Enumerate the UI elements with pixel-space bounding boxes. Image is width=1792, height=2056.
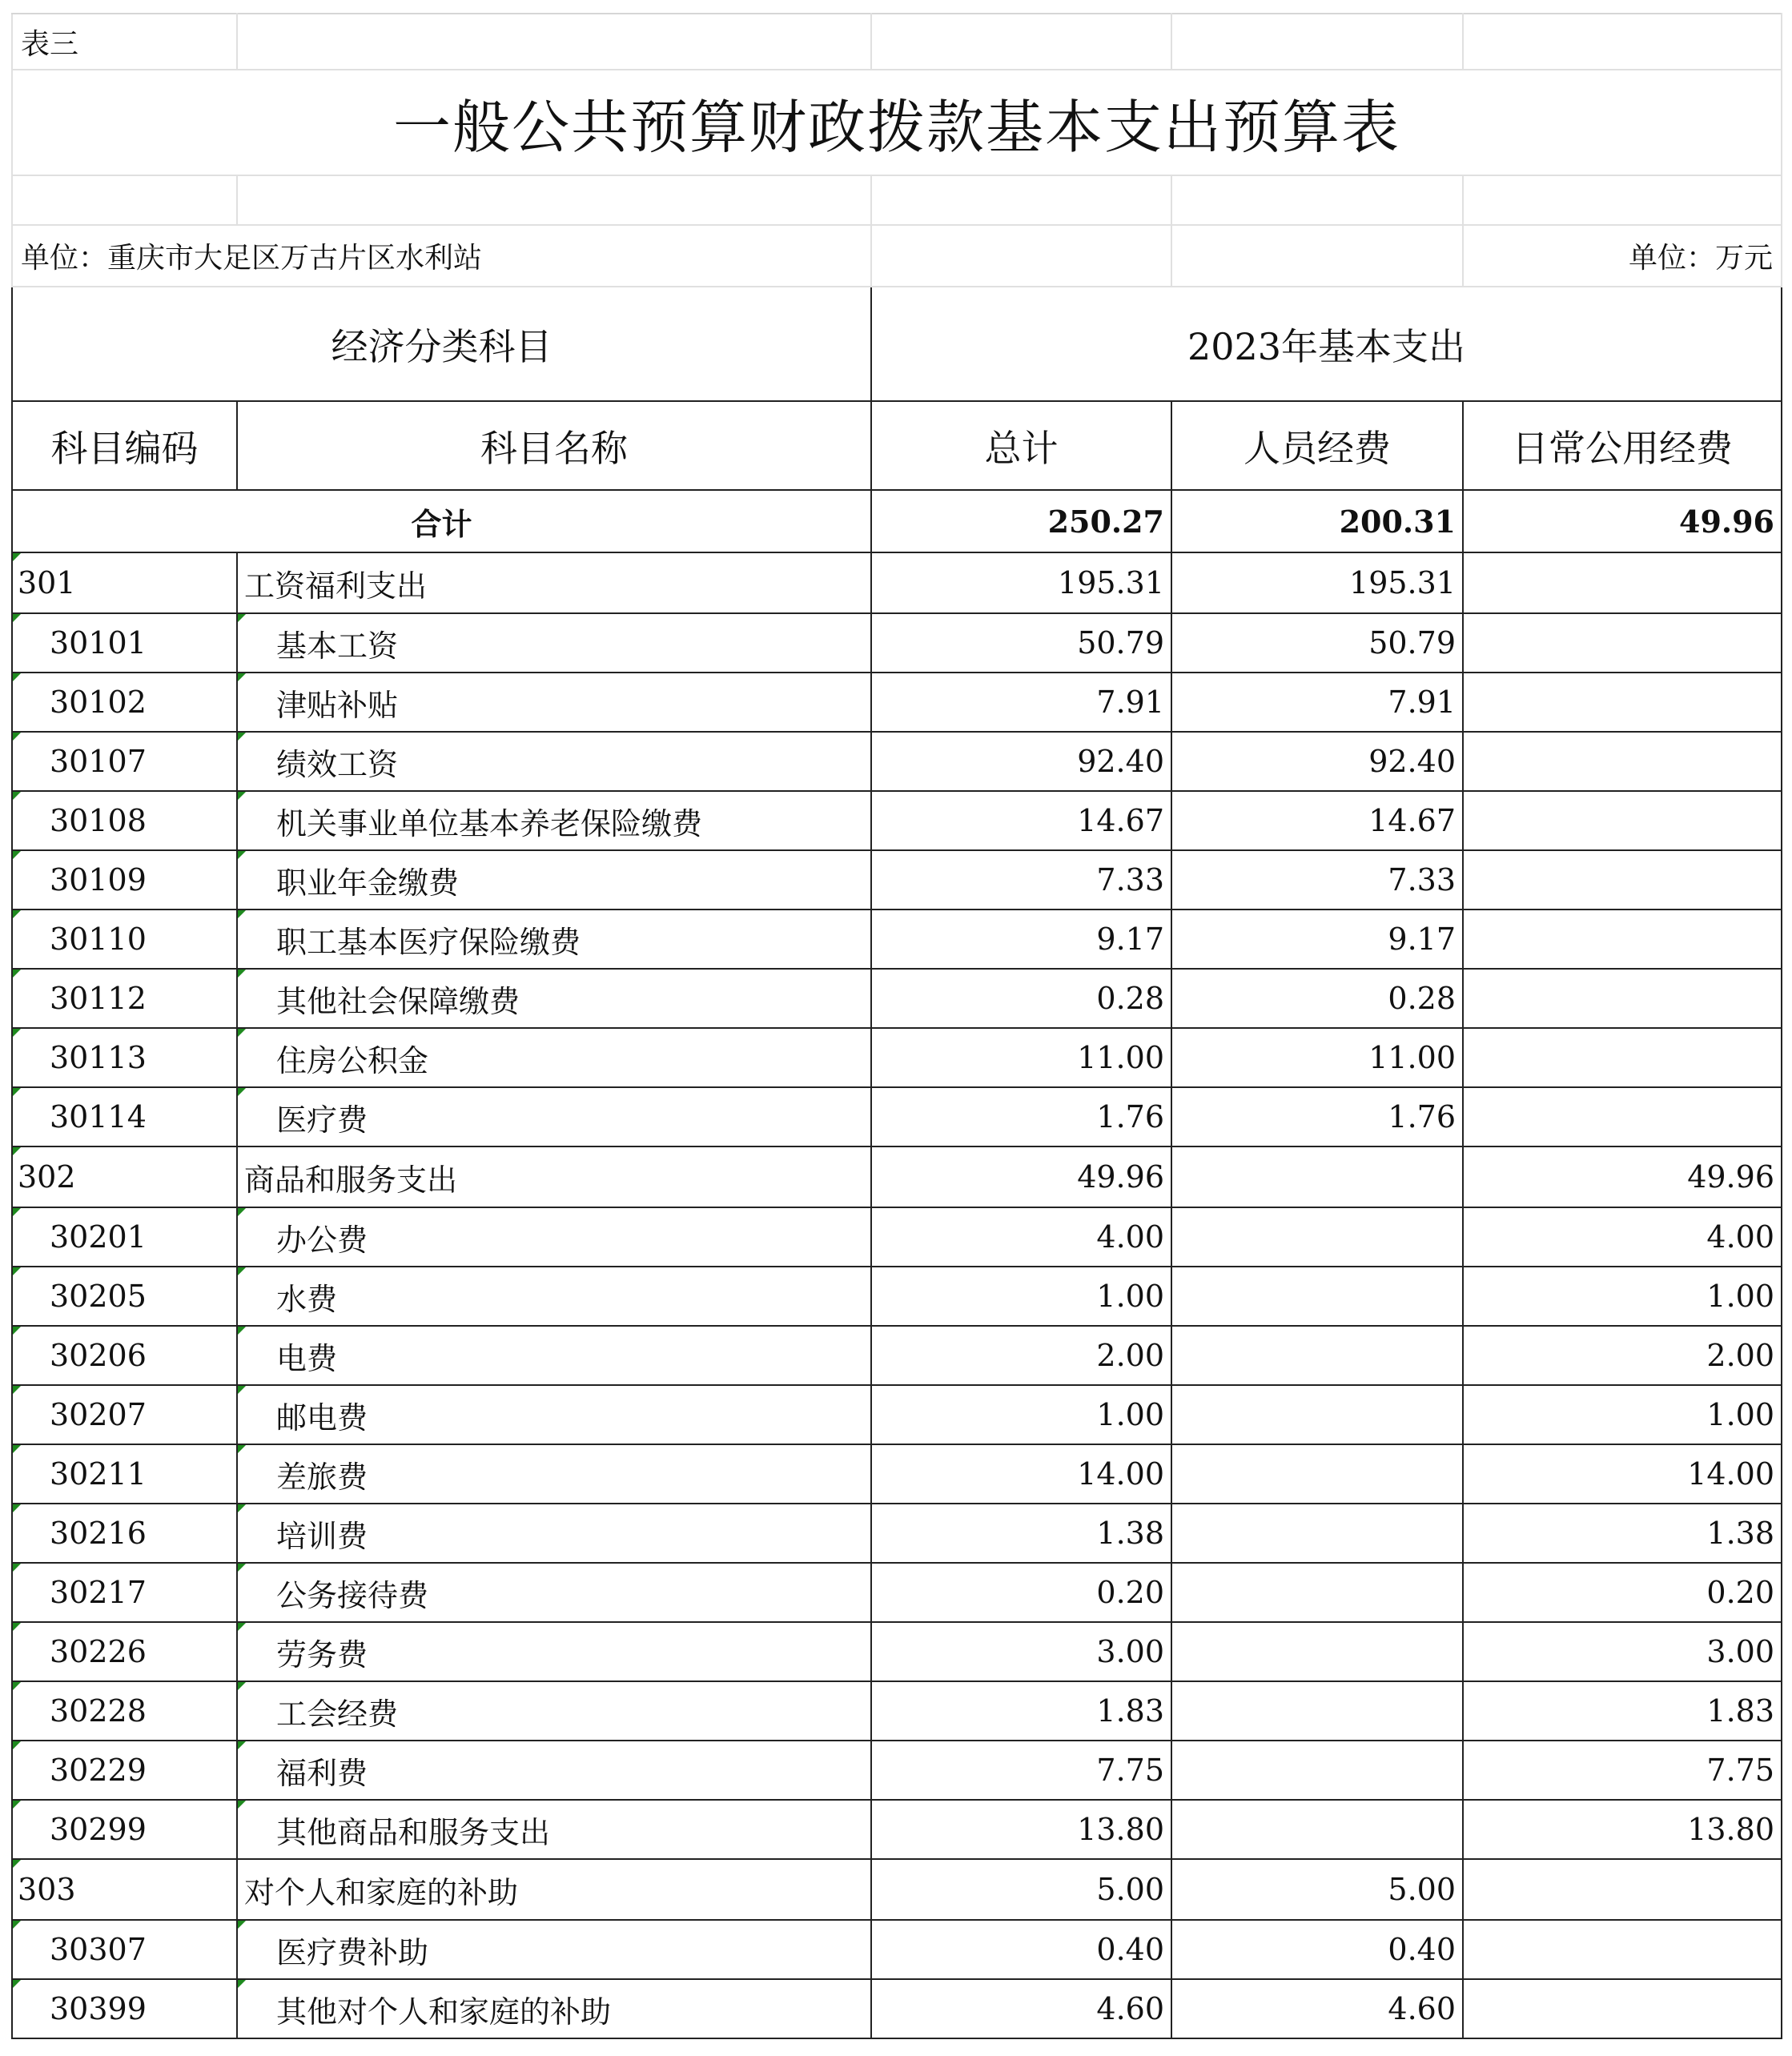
row-personnel: 9.17 bbox=[1171, 910, 1463, 969]
row-name: 其他商品和服务支出 bbox=[237, 1800, 871, 1859]
row-name: 医疗费补助 bbox=[237, 1920, 871, 1979]
header-personnel: 人员经费 bbox=[1171, 401, 1463, 490]
row-personnel bbox=[1171, 1146, 1463, 1207]
row-personnel: 0.40 bbox=[1171, 1920, 1463, 1979]
total-personnel: 200.31 bbox=[1171, 490, 1463, 552]
row-name: 职业年金缴费 bbox=[237, 850, 871, 910]
row-name: 电费 bbox=[237, 1326, 871, 1385]
row-total: 7.75 bbox=[871, 1741, 1171, 1800]
row-name: 公务接待费 bbox=[237, 1563, 871, 1622]
row-personnel: 5.00 bbox=[1171, 1859, 1463, 1920]
row-name: 基本工资 bbox=[237, 613, 871, 673]
row-total: 7.91 bbox=[871, 673, 1171, 732]
row-total: 3.00 bbox=[871, 1622, 1171, 1681]
row-public bbox=[1463, 732, 1782, 791]
row-total: 1.76 bbox=[871, 1087, 1171, 1146]
row-personnel bbox=[1171, 1800, 1463, 1859]
table-row bbox=[12, 910, 1782, 969]
row-public bbox=[1463, 673, 1782, 732]
row-name: 绩效工资 bbox=[237, 732, 871, 791]
row-personnel: 14.67 bbox=[1171, 791, 1463, 850]
row-total: 0.28 bbox=[871, 969, 1171, 1028]
row-public: 0.20 bbox=[1463, 1563, 1782, 1622]
row-code: 30399 bbox=[12, 1979, 237, 2038]
row-public bbox=[1463, 613, 1782, 673]
total-public: 49.96 bbox=[1463, 490, 1782, 552]
row-name: 差旅费 bbox=[237, 1444, 871, 1504]
row-name: 劳务费 bbox=[237, 1622, 871, 1681]
row-public: 3.00 bbox=[1463, 1622, 1782, 1681]
row-public bbox=[1463, 791, 1782, 850]
table-row bbox=[12, 1979, 1782, 2038]
row-public: 49.96 bbox=[1463, 1146, 1782, 1207]
row-code: 303 bbox=[12, 1859, 237, 1920]
row-total: 0.20 bbox=[871, 1563, 1171, 1622]
header-economic-class: 经济分类科目 bbox=[12, 287, 871, 401]
row-public: 13.80 bbox=[1463, 1800, 1782, 1859]
row-total: 14.00 bbox=[871, 1444, 1171, 1504]
row-total: 195.31 bbox=[871, 552, 1171, 613]
table-row bbox=[12, 1622, 1782, 1681]
row-personnel bbox=[1171, 1326, 1463, 1385]
row-code: 30205 bbox=[12, 1267, 237, 1326]
row-name: 医疗费 bbox=[237, 1087, 871, 1146]
table-row bbox=[12, 1146, 1782, 1207]
row-name: 水费 bbox=[237, 1267, 871, 1326]
table-row bbox=[12, 1444, 1782, 1504]
row-code: 30109 bbox=[12, 850, 237, 910]
row-public bbox=[1463, 1028, 1782, 1087]
row-personnel: 92.40 bbox=[1171, 732, 1463, 791]
row-personnel: 1.76 bbox=[1171, 1087, 1463, 1146]
row-code: 301 bbox=[12, 552, 237, 613]
row-personnel bbox=[1171, 1444, 1463, 1504]
budget-sheet bbox=[11, 13, 1781, 2039]
row-public: 1.38 bbox=[1463, 1504, 1782, 1563]
row-total: 13.80 bbox=[871, 1800, 1171, 1859]
row-personnel bbox=[1171, 1504, 1463, 1563]
table-row bbox=[12, 1920, 1782, 1979]
row-code: 30102 bbox=[12, 673, 237, 732]
table-row bbox=[12, 1385, 1782, 1444]
row-code: 30206 bbox=[12, 1326, 237, 1385]
table-row bbox=[12, 732, 1782, 791]
row-public bbox=[1463, 1087, 1782, 1146]
row-total: 5.00 bbox=[871, 1859, 1171, 1920]
row-public: 1.00 bbox=[1463, 1267, 1782, 1326]
row-total: 49.96 bbox=[871, 1146, 1171, 1207]
header-code: 科目编码 bbox=[12, 401, 237, 490]
total-sum: 250.27 bbox=[871, 490, 1171, 552]
row-name: 职工基本医疗保险缴费 bbox=[237, 910, 871, 969]
row-code: 30110 bbox=[12, 910, 237, 969]
row-personnel: 11.00 bbox=[1171, 1028, 1463, 1087]
row-name: 商品和服务支出 bbox=[237, 1146, 871, 1207]
table-row bbox=[12, 1800, 1782, 1859]
row-name: 办公费 bbox=[237, 1207, 871, 1267]
row-code: 30228 bbox=[12, 1681, 237, 1741]
row-public bbox=[1463, 850, 1782, 910]
total-row bbox=[12, 490, 1782, 552]
row-public: 1.00 bbox=[1463, 1385, 1782, 1444]
page-title: 一般公共预算财政拨款基本支出预算表 bbox=[12, 70, 1782, 175]
row-total: 50.79 bbox=[871, 613, 1171, 673]
header-public: 日常公用经费 bbox=[1463, 401, 1782, 490]
row-total: 2.00 bbox=[871, 1326, 1171, 1385]
header-name: 科目名称 bbox=[237, 401, 871, 490]
row-personnel: 7.91 bbox=[1171, 673, 1463, 732]
row-total: 11.00 bbox=[871, 1028, 1171, 1087]
row-name: 津贴补贴 bbox=[237, 673, 871, 732]
budget-table bbox=[11, 13, 1782, 2039]
row-name: 其他对个人和家庭的补助 bbox=[237, 1979, 871, 2038]
table-row bbox=[12, 1267, 1782, 1326]
row-code: 30107 bbox=[12, 732, 237, 791]
row-name: 福利费 bbox=[237, 1741, 871, 1800]
row-code: 30307 bbox=[12, 1920, 237, 1979]
row-total: 7.33 bbox=[871, 850, 1171, 910]
row-name: 工资福利支出 bbox=[237, 552, 871, 613]
row-personnel bbox=[1171, 1385, 1463, 1444]
row-personnel: 7.33 bbox=[1171, 850, 1463, 910]
total-label: 合计 bbox=[12, 490, 871, 552]
row-code: 30114 bbox=[12, 1087, 237, 1146]
table-row bbox=[12, 850, 1782, 910]
row-personnel bbox=[1171, 1207, 1463, 1267]
currency-unit: 单位：万元 bbox=[1463, 225, 1782, 287]
row-name: 邮电费 bbox=[237, 1385, 871, 1444]
table-row bbox=[12, 791, 1782, 850]
row-total: 1.83 bbox=[871, 1681, 1171, 1741]
row-code: 30217 bbox=[12, 1563, 237, 1622]
row-public bbox=[1463, 1859, 1782, 1920]
unit-name: 单位：重庆市大足区万古片区水利站 bbox=[12, 225, 871, 287]
row-total: 1.00 bbox=[871, 1267, 1171, 1326]
row-personnel: 195.31 bbox=[1171, 552, 1463, 613]
table-row bbox=[12, 1207, 1782, 1267]
row-public: 4.00 bbox=[1463, 1207, 1782, 1267]
row-code: 30108 bbox=[12, 791, 237, 850]
header-total: 总计 bbox=[871, 401, 1171, 490]
row-name: 工会经费 bbox=[237, 1681, 871, 1741]
row-public: 1.83 bbox=[1463, 1681, 1782, 1741]
table-row bbox=[12, 969, 1782, 1028]
row-personnel bbox=[1171, 1741, 1463, 1800]
row-total: 4.60 bbox=[871, 1979, 1171, 2038]
table-row bbox=[12, 1028, 1782, 1087]
table-row bbox=[12, 673, 1782, 732]
row-name: 住房公积金 bbox=[237, 1028, 871, 1087]
row-total: 9.17 bbox=[871, 910, 1171, 969]
row-code: 30113 bbox=[12, 1028, 237, 1087]
row-public bbox=[1463, 910, 1782, 969]
row-total: 0.40 bbox=[871, 1920, 1171, 1979]
row-personnel: 4.60 bbox=[1171, 1979, 1463, 2038]
row-code: 30216 bbox=[12, 1504, 237, 1563]
table-row bbox=[12, 1326, 1782, 1385]
row-code: 30299 bbox=[12, 1800, 237, 1859]
row-total: 1.38 bbox=[871, 1504, 1171, 1563]
row-code: 302 bbox=[12, 1146, 237, 1207]
row-code: 30229 bbox=[12, 1741, 237, 1800]
table-row bbox=[12, 1681, 1782, 1741]
header-year-expenditure: 2023年基本支出 bbox=[871, 287, 1782, 401]
row-public bbox=[1463, 969, 1782, 1028]
sheet-label: 表三 bbox=[12, 14, 237, 70]
table-row bbox=[12, 1859, 1782, 1920]
row-personnel: 0.28 bbox=[1171, 969, 1463, 1028]
row-code: 30201 bbox=[12, 1207, 237, 1267]
row-public bbox=[1463, 552, 1782, 613]
row-code: 30101 bbox=[12, 613, 237, 673]
table-row bbox=[12, 1087, 1782, 1146]
row-personnel: 50.79 bbox=[1171, 613, 1463, 673]
row-code: 30207 bbox=[12, 1385, 237, 1444]
row-public bbox=[1463, 1979, 1782, 2038]
table-row bbox=[12, 1741, 1782, 1800]
row-name: 机关事业单位基本养老保险缴费 bbox=[237, 791, 871, 850]
row-code: 30112 bbox=[12, 969, 237, 1028]
table-row bbox=[12, 1504, 1782, 1563]
table-row bbox=[12, 1563, 1782, 1622]
row-code: 30226 bbox=[12, 1622, 237, 1681]
table-row bbox=[12, 613, 1782, 673]
row-personnel bbox=[1171, 1622, 1463, 1681]
row-public bbox=[1463, 1920, 1782, 1979]
row-public: 2.00 bbox=[1463, 1326, 1782, 1385]
row-personnel bbox=[1171, 1563, 1463, 1622]
row-total: 4.00 bbox=[871, 1207, 1171, 1267]
row-total: 1.00 bbox=[871, 1385, 1171, 1444]
row-code: 30211 bbox=[12, 1444, 237, 1504]
row-personnel bbox=[1171, 1681, 1463, 1741]
data-table-body bbox=[12, 287, 1782, 2038]
row-name: 其他社会保障缴费 bbox=[237, 969, 871, 1028]
row-name: 对个人和家庭的补助 bbox=[237, 1859, 871, 1920]
row-public: 7.75 bbox=[1463, 1741, 1782, 1800]
row-total: 14.67 bbox=[871, 791, 1171, 850]
row-personnel bbox=[1171, 1267, 1463, 1326]
row-total: 92.40 bbox=[871, 732, 1171, 791]
row-name: 培训费 bbox=[237, 1504, 871, 1563]
row-public: 14.00 bbox=[1463, 1444, 1782, 1504]
table-row bbox=[12, 552, 1782, 613]
